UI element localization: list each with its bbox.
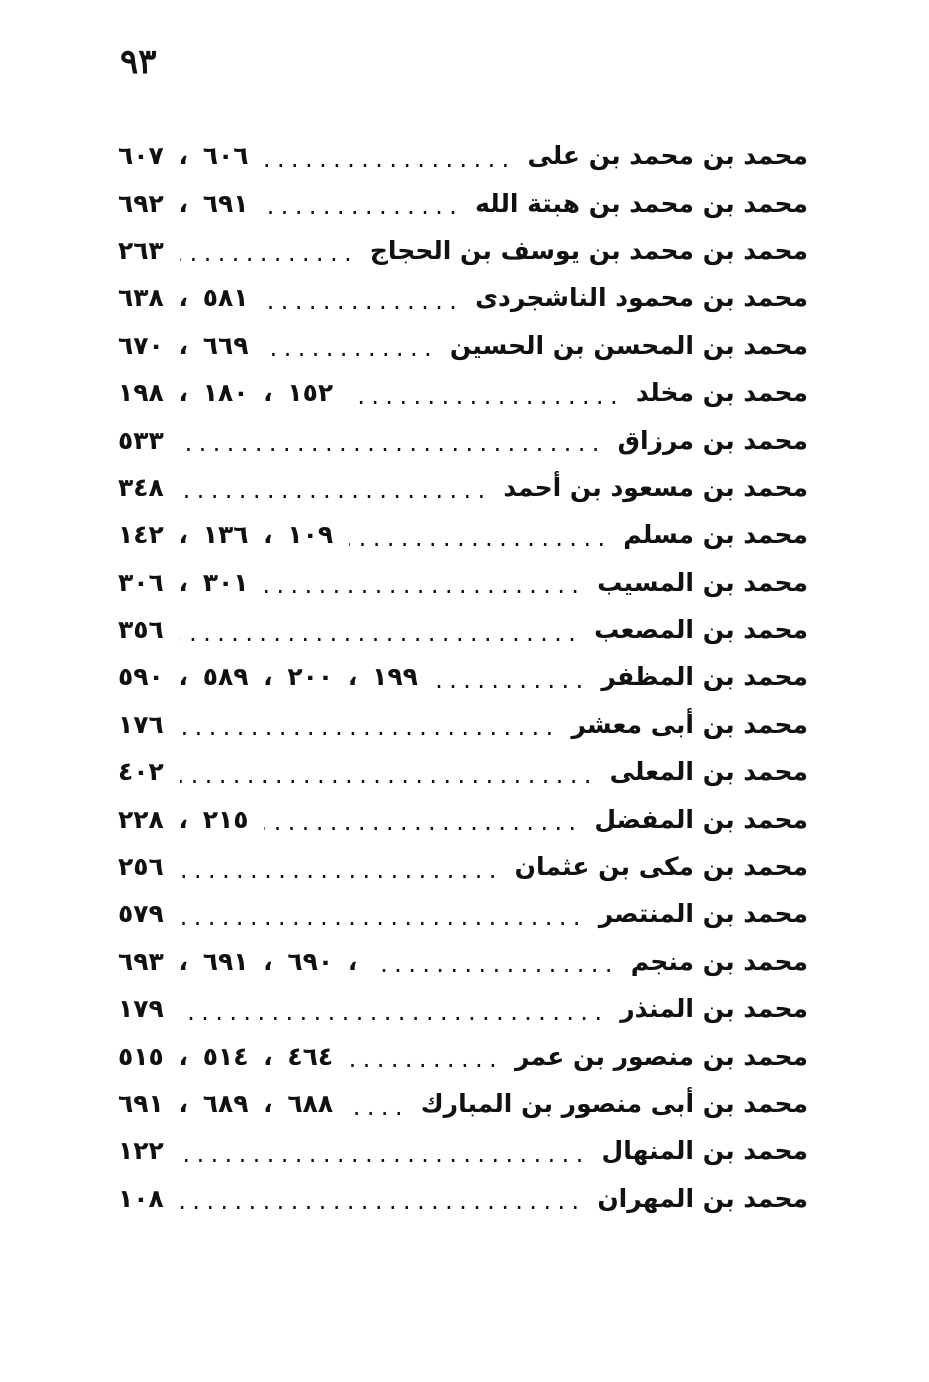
entry-name: محمد بن مسعود بن أحمد	[503, 472, 808, 502]
entry-name: محمد بن المنهال	[601, 1136, 808, 1166]
page-number: ٩٣	[120, 42, 157, 82]
index-entry	[118, 416, 808, 463]
entry-name: محمد بن المهران	[597, 1183, 808, 1213]
entry-pages: ٣٤٨	[118, 472, 164, 502]
entry-pages: ٢١٥ ، ٢٢٨	[118, 804, 249, 834]
dot-leader	[180, 1003, 606, 1023]
entry-pages: ٣٠١ ، ٣٠٦	[118, 567, 249, 597]
entry-pages: ١٢٢	[118, 1136, 164, 1166]
index-entry	[118, 559, 808, 606]
dot-leader	[373, 955, 616, 975]
entry-pages: ٦٦٩ ، ٦٧٠	[118, 330, 249, 360]
entry-name: محمد بن المحسن بن الحسين	[449, 330, 808, 360]
entry-name: محمد بن المعلى	[609, 757, 808, 787]
dot-leader	[180, 624, 580, 644]
index-entry	[118, 985, 808, 1032]
dot-leader	[180, 434, 604, 454]
entry-pages: ، ٦٩٠ ، ٦٩١ ، ٦٩٣	[118, 946, 358, 976]
entry-name: محمد بن المفضل	[594, 804, 808, 834]
dot-leader	[264, 339, 435, 359]
dot-leader	[180, 861, 501, 881]
entry-name: محمد بن منصور بن عمر	[514, 1041, 808, 1071]
entry-name: محمد بن محمد بن يوسف بن الحجاج	[369, 235, 808, 265]
entry-name: محمد بن مرزاق	[617, 425, 808, 455]
entry-name: محمد بن أبى معشر	[571, 709, 808, 739]
index-entry	[118, 274, 808, 321]
index-entry	[118, 1080, 808, 1127]
dot-leader	[264, 197, 461, 217]
index-entry	[118, 938, 808, 985]
entry-name: محمد بن مخلد	[635, 378, 808, 408]
dot-leader	[434, 671, 588, 691]
entry-name: محمد بن مسلم	[623, 520, 808, 550]
entry-name: محمد بن المنذر	[620, 994, 808, 1024]
index-entry	[118, 511, 808, 558]
entry-pages: ٦٨٨ ، ٦٨٩ ، ٦٩١	[118, 1089, 334, 1118]
dot-leader	[349, 529, 609, 549]
index-entry	[118, 701, 808, 748]
entry-pages: ٢٥٦	[118, 852, 164, 882]
entry-name: محمد بن المصعب	[594, 615, 808, 645]
entry-name: محمد بن أبى منصور بن المبارك	[420, 1089, 808, 1118]
index-entry	[118, 1175, 808, 1222]
entry-name: محمد بن منجم	[630, 946, 808, 976]
index-entry	[118, 369, 808, 416]
dot-leader	[180, 908, 585, 928]
index-entry	[118, 227, 808, 274]
entry-pages: ٥٣٣	[118, 425, 164, 455]
index-entry	[118, 1127, 808, 1174]
entry-pages: ٤٠٢	[118, 757, 164, 787]
index-entry	[118, 1032, 808, 1079]
index-entry	[118, 890, 808, 937]
dot-leader	[264, 292, 461, 312]
index-list	[118, 132, 808, 1222]
dot-leader	[349, 1098, 407, 1118]
entry-name: محمد بن محمود الناشجردى	[475, 283, 808, 313]
entry-name: محمد بن مكى بن عثمان	[514, 852, 808, 882]
entry-pages: ١٧٩	[118, 994, 164, 1024]
entry-pages: ١٠٩ ، ١٣٦ ، ١٤٢	[118, 520, 334, 550]
dot-leader	[180, 481, 490, 501]
entry-pages: ١٠٨	[118, 1183, 164, 1213]
entry-pages: ٢٦٣	[118, 235, 164, 265]
dot-leader	[264, 813, 580, 833]
entry-pages: ١٥٢ ، ١٨٠ ، ١٩٨	[118, 378, 334, 408]
dot-leader	[180, 718, 558, 738]
dot-leader	[180, 1145, 588, 1165]
index-entry	[118, 843, 808, 890]
entry-name: محمد بن محمد بن هبتة الله	[475, 188, 808, 218]
dot-leader	[349, 1050, 501, 1070]
entry-name: محمد بن المظفر	[601, 662, 808, 692]
index-entry	[118, 653, 808, 700]
entry-pages: ٦٠٦ ، ٦٠٧	[118, 141, 249, 171]
dot-leader	[180, 244, 356, 264]
entry-pages: ٦٩١ ، ٦٩٢	[118, 188, 249, 218]
entry-pages: ٤٦٤ ، ٥١٤ ، ٥١٥	[118, 1041, 334, 1071]
dot-leader	[264, 576, 583, 596]
entry-pages: ٥٨١ ، ٦٣٨	[118, 283, 249, 313]
index-entry	[118, 179, 808, 226]
dot-leader	[180, 766, 596, 786]
entry-pages: ٣٥٦	[118, 615, 164, 645]
entry-name: محمد بن محمد بن على	[527, 141, 808, 171]
index-entry	[118, 748, 808, 795]
index-entry	[118, 464, 808, 511]
dot-leader	[349, 387, 622, 407]
entry-pages: ٥٧٩	[118, 899, 164, 929]
index-entry	[118, 132, 808, 179]
dot-leader	[264, 150, 513, 170]
index-entry	[118, 322, 808, 369]
entry-name: محمد بن المنتصر	[598, 899, 808, 929]
entry-pages: ١٧٦	[118, 709, 164, 739]
entry-name: محمد بن المسيب	[597, 567, 808, 597]
dot-leader	[180, 1192, 584, 1212]
index-entry	[118, 795, 808, 842]
index-entry	[118, 606, 808, 653]
entry-pages: ١٩٩ ، ٢٠٠ ، ٥٨٩ ، ٥٩٠	[118, 662, 418, 692]
